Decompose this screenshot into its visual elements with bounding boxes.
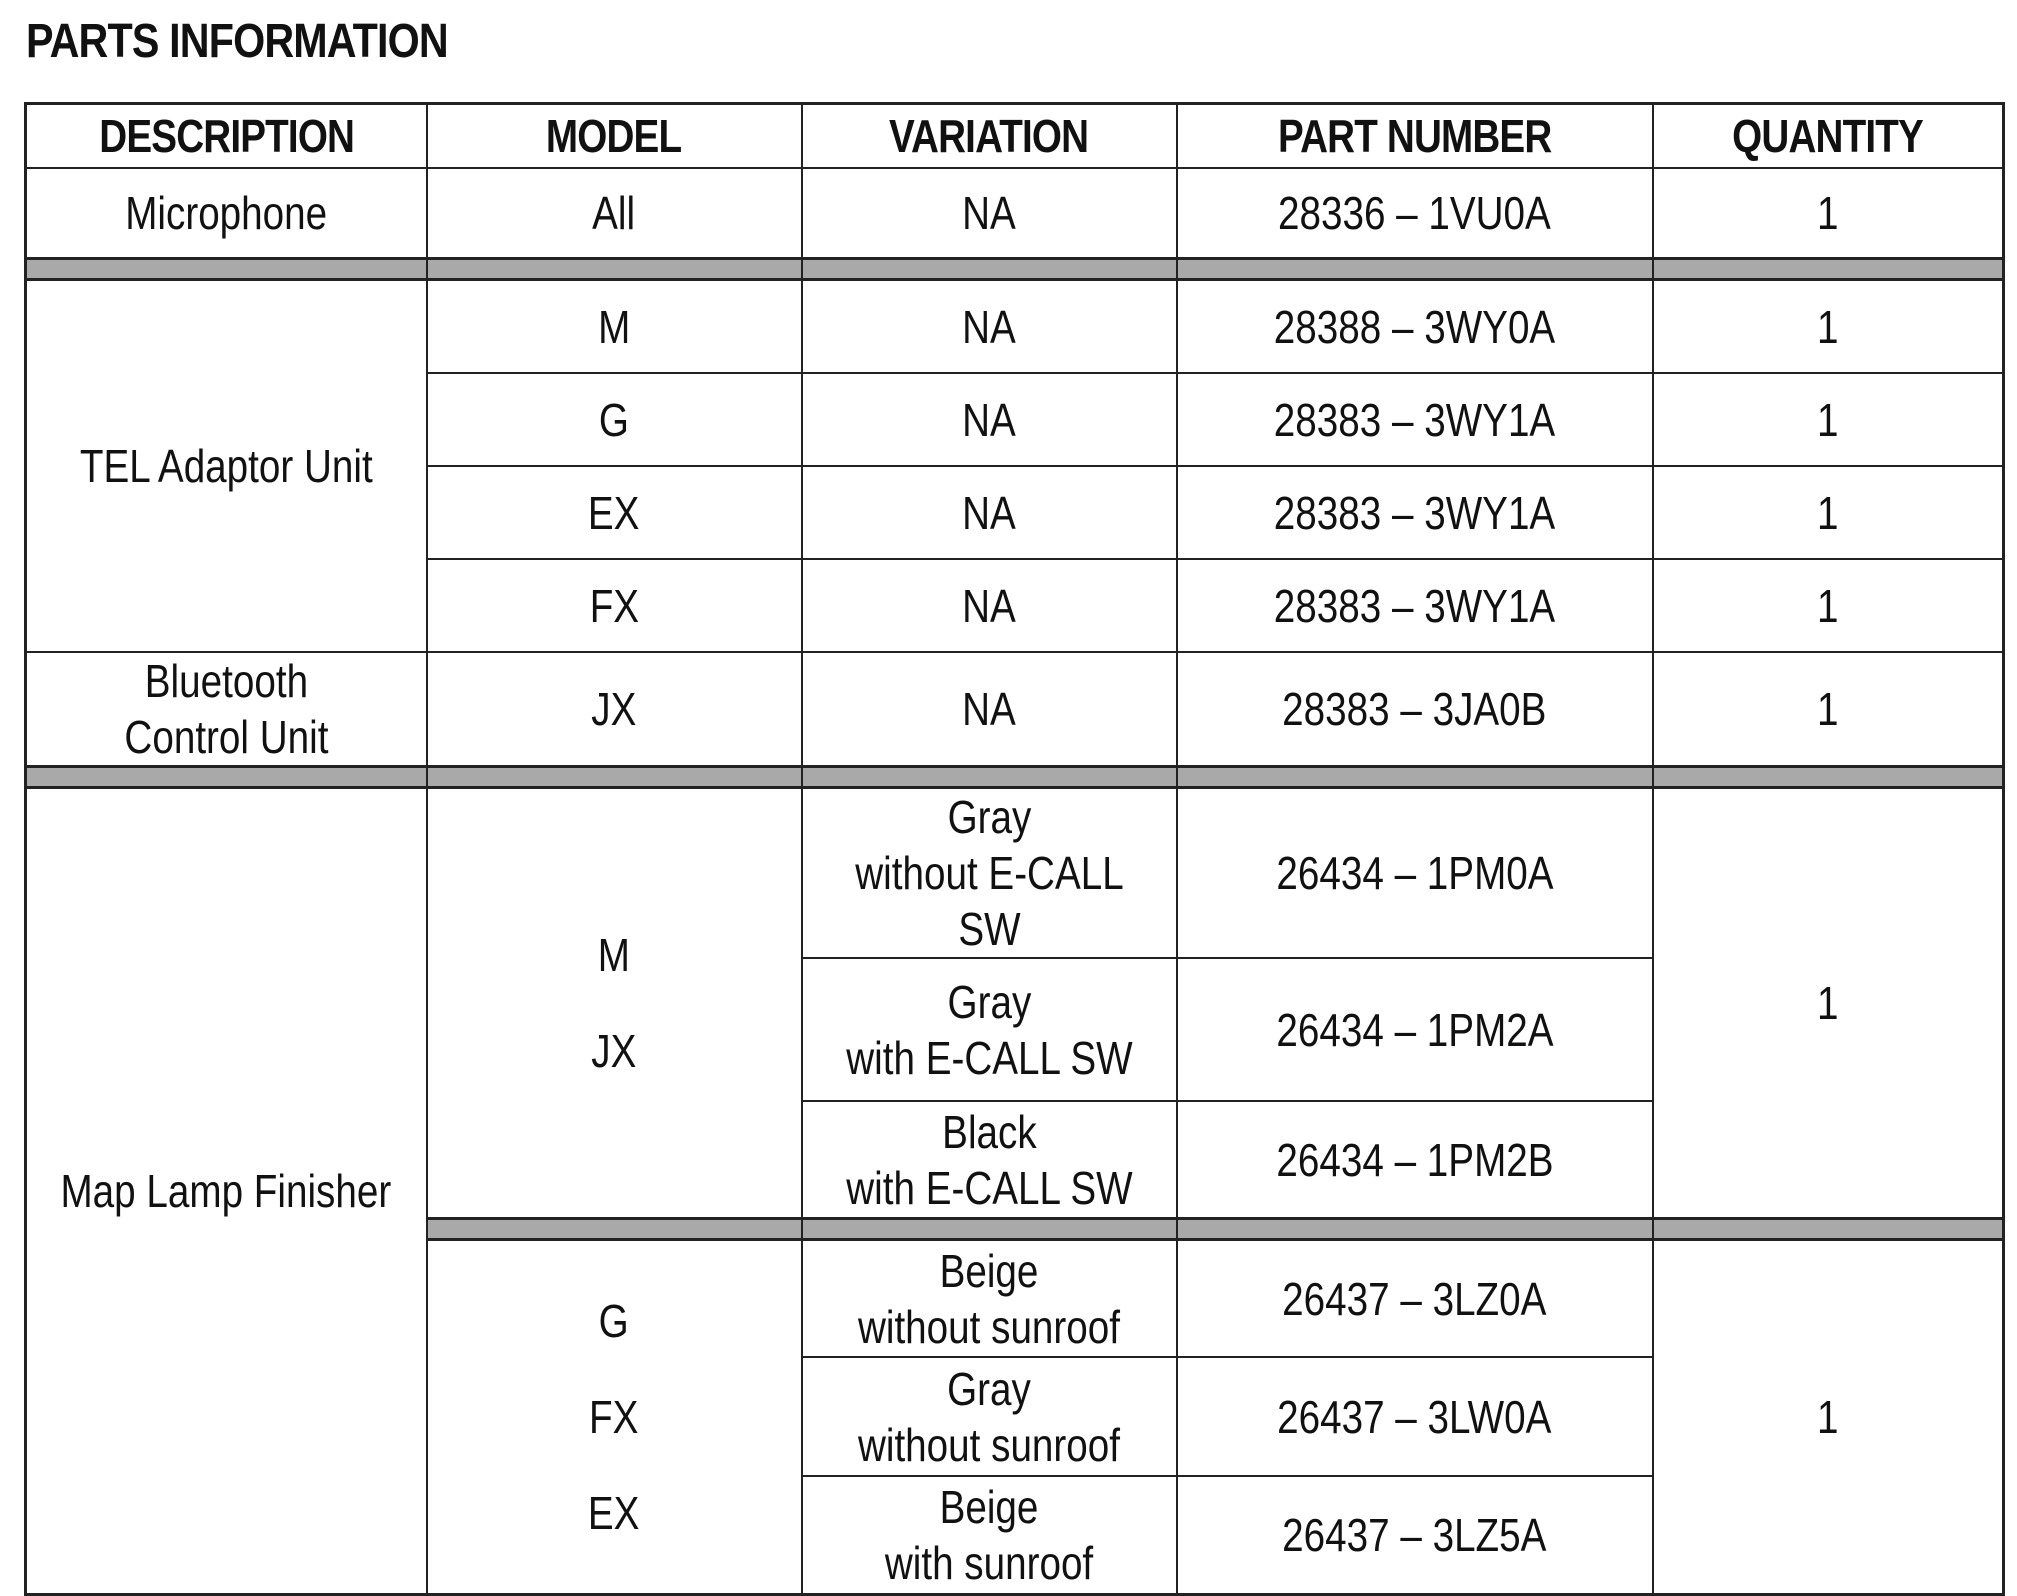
part-number-cell: 26434 – 1PM2B (1177, 1101, 1653, 1219)
variation-cell (802, 1101, 1177, 1219)
parts-table (24, 102, 2005, 1596)
part-number-cell: 26437 – 3LZ0A (1177, 1240, 1653, 1358)
variation-line: Gray (947, 1362, 1031, 1415)
model-cell: EX (427, 466, 802, 559)
variation-cell (802, 788, 1177, 959)
description-line: Bluetooth (144, 655, 308, 707)
part-number-cell: 26434 – 1PM0A (1177, 788, 1653, 959)
header-description: DESCRIPTION (26, 104, 427, 169)
table-row (26, 788, 2004, 959)
part-number-cell: 26434 – 1PM2A (1177, 958, 1653, 1101)
model-cell: JX (427, 652, 802, 767)
variation-line: with E-CALL SW (845, 1161, 1133, 1214)
variation-line: with E-CALL SW (845, 1031, 1133, 1084)
variation-cell (802, 1357, 1177, 1476)
model-value: EX (588, 1487, 640, 1539)
part-number-cell: 26437 – 3LZ5A (1177, 1476, 1653, 1595)
table-row (26, 168, 2004, 259)
description-cell: TEL Adaptor Unit (26, 280, 427, 653)
model-cell: FX (427, 559, 802, 652)
quantity-cell: 1 (1653, 652, 2004, 767)
model-value: G (598, 1295, 630, 1347)
model-value: JX (591, 1025, 637, 1077)
part-number-cell: 28383 – 3WY1A (1177, 466, 1653, 559)
variation-cell: NA (802, 466, 1177, 559)
model-cell: All (427, 168, 802, 259)
variation-line: Black (941, 1105, 1037, 1158)
variation-cell: NA (802, 280, 1177, 374)
quantity-cell: 1 (1653, 559, 2004, 652)
quantity-cell: 1 (1653, 373, 2004, 466)
model-cell: G (427, 373, 802, 466)
model-cell: M (427, 280, 802, 374)
quantity-cell: 1 (1653, 168, 2004, 259)
variation-cell (802, 1476, 1177, 1595)
table-row (26, 652, 2004, 767)
variation-line: with sunroof (884, 1537, 1094, 1589)
variation-line: without sunroof (857, 1300, 1121, 1353)
header-part-number: PART NUMBER (1177, 104, 1653, 169)
model-cell (427, 788, 802, 1219)
description-cell: Map Lamp Finisher (26, 788, 427, 1595)
group-separator (26, 767, 2004, 788)
variation-cell: NA (802, 373, 1177, 466)
description-cell (26, 652, 427, 767)
part-number-cell: 28336 – 1VU0A (1177, 168, 1653, 259)
variation-cell: NA (802, 168, 1177, 259)
table-row (26, 280, 2004, 374)
description-cell: Microphone (26, 168, 427, 259)
variation-line: without sunroof (857, 1418, 1121, 1471)
description-line: Control Unit (124, 711, 329, 763)
quantity-cell: 1 (1653, 788, 2004, 1219)
variation-line: Gray (947, 975, 1031, 1028)
variation-line: without E-CALL SW (854, 847, 1124, 955)
part-number-cell: 28388 – 3WY0A (1177, 280, 1653, 374)
table-header-row (26, 104, 2004, 169)
header-variation: VARIATION (802, 104, 1177, 169)
variation-line: Beige (939, 1481, 1039, 1533)
part-number-cell: 26437 – 3LW0A (1177, 1357, 1653, 1476)
model-cell (427, 1240, 802, 1595)
variation-cell: NA (802, 652, 1177, 767)
variation-cell (802, 958, 1177, 1101)
part-number-cell: 28383 – 3JA0B (1177, 652, 1653, 767)
header-quantity: QUANTITY (1653, 104, 2004, 169)
header-model: MODEL (427, 104, 802, 169)
model-value: FX (589, 1391, 639, 1443)
variation-cell: NA (802, 559, 1177, 652)
group-separator (26, 259, 2004, 280)
page-title: PARTS INFORMATION (26, 15, 448, 68)
part-number-cell: 28383 – 3WY1A (1177, 373, 1653, 466)
quantity-cell: 1 (1653, 1240, 2004, 1595)
variation-line: Beige (939, 1244, 1039, 1297)
quantity-cell: 1 (1653, 280, 2004, 374)
variation-line: Gray (947, 791, 1031, 843)
part-number-cell: 28383 – 3WY1A (1177, 559, 1653, 652)
quantity-cell: 1 (1653, 466, 2004, 559)
model-value: M (597, 929, 631, 981)
variation-cell (802, 1240, 1177, 1358)
